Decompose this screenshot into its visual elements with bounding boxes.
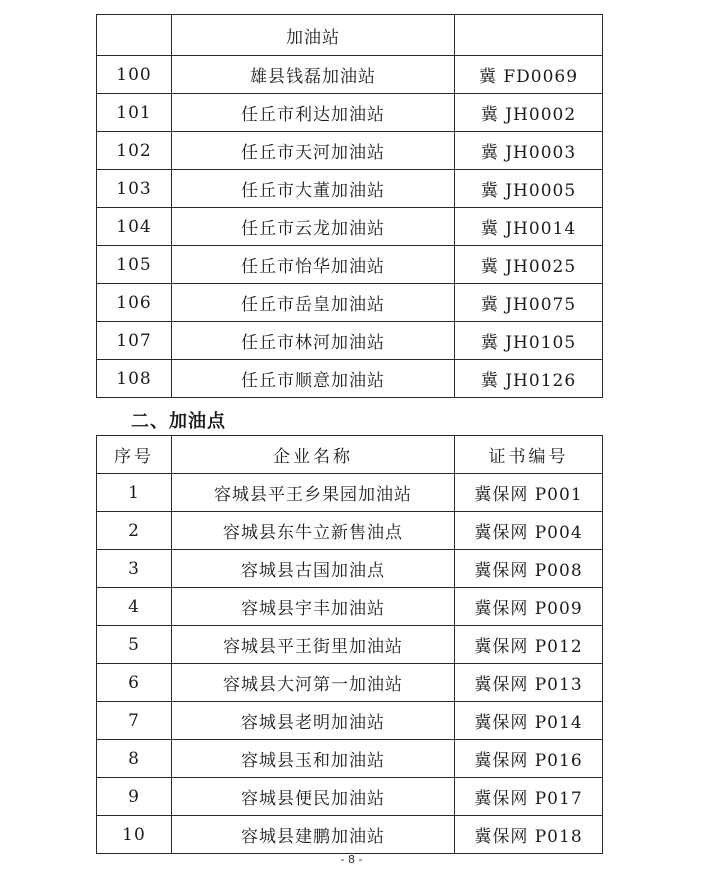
certificate-number: 冀保网 P004: [455, 512, 603, 550]
company-name: 容城县宇丰加油站: [172, 588, 455, 626]
table-row: [97, 702, 603, 740]
certificate-number: 冀保网 P018: [455, 816, 603, 854]
table-row: [97, 56, 603, 94]
row-number: 6: [97, 664, 172, 702]
table-row: [97, 474, 603, 512]
table-row: [97, 170, 603, 208]
table-header-row: [97, 436, 603, 474]
company-name: 容城县平王乡果园加油站: [172, 474, 455, 512]
table-row: [97, 588, 603, 626]
company-name: 任丘市林河加油站: [172, 322, 455, 360]
certificate-number: 冀 JH0105: [455, 322, 603, 360]
company-name: 容城县便民加油站: [172, 778, 455, 816]
company-name: 任丘市大董加油站: [172, 170, 455, 208]
table-row: [97, 322, 603, 360]
table-row: [97, 284, 603, 322]
table-row: [97, 208, 603, 246]
certificate-number: 冀保网 P012: [455, 626, 603, 664]
certificate-number: 冀保网 P013: [455, 664, 603, 702]
company-name: 任丘市利达加油站: [172, 94, 455, 132]
gas-station-table-continued: [96, 14, 603, 398]
row-number: 104: [97, 208, 172, 246]
company-name: 容城县玉和加油站: [172, 740, 455, 778]
certificate-number: 冀保网 P014: [455, 702, 603, 740]
row-number: 105: [97, 246, 172, 284]
table-row: [97, 550, 603, 588]
row-number: 4: [97, 588, 172, 626]
table-row: [97, 132, 603, 170]
row-number: 3: [97, 550, 172, 588]
company-name: 任丘市岳皇加油站: [172, 284, 455, 322]
company-name: 任丘市天河加油站: [172, 132, 455, 170]
table-row: [97, 664, 603, 702]
certificate-number: 冀保网 P001: [455, 474, 603, 512]
table-row: [97, 778, 603, 816]
company-name: 容城县老明加油站: [172, 702, 455, 740]
row-number: 108: [97, 360, 172, 398]
certificate-number: 冀 JH0002: [455, 94, 603, 132]
row-number: 101: [97, 94, 172, 132]
certificate-number: 冀 JH0126: [455, 360, 603, 398]
certificate-number: 冀保网 P016: [455, 740, 603, 778]
certificate-number: 冀 JH0005: [455, 170, 603, 208]
table-row: [97, 246, 603, 284]
company-name: 任丘市云龙加油站: [172, 208, 455, 246]
certificate-number: [455, 15, 603, 56]
header-company-name: 企业名称: [172, 436, 455, 474]
company-name: 任丘市怡华加油站: [172, 246, 455, 284]
section-heading: 二、加油点: [131, 411, 226, 432]
refueling-point-table: [96, 435, 603, 854]
row-number: 107: [97, 322, 172, 360]
certificate-number: 冀保网 P017: [455, 778, 603, 816]
company-name: 任丘市顺意加油站: [172, 360, 455, 398]
company-name: 容城县东牛立新售油点: [172, 512, 455, 550]
row-number: 9: [97, 778, 172, 816]
company-name: 容城县平王街里加油站: [172, 626, 455, 664]
certificate-number: 冀保网 P008: [455, 550, 603, 588]
row-number: 5: [97, 626, 172, 664]
row-number: 102: [97, 132, 172, 170]
certificate-number: 冀保网 P009: [455, 588, 603, 626]
certificate-number: 冀 JH0014: [455, 208, 603, 246]
company-name: 雄县钱磊加油站: [172, 56, 455, 94]
table-row: [97, 816, 603, 854]
company-name: 容城县建鹏加油站: [172, 816, 455, 854]
table-row: [97, 740, 603, 778]
row-number: [97, 15, 172, 56]
row-number: 7: [97, 702, 172, 740]
company-name: 容城县古国加油点: [172, 550, 455, 588]
company-name: 容城县大河第一加油站: [172, 664, 455, 702]
table-row: [97, 512, 603, 550]
row-number: 103: [97, 170, 172, 208]
certificate-number: 冀 JH0003: [455, 132, 603, 170]
page-number: - 8 -: [340, 853, 363, 866]
certificate-number: 冀 JH0075: [455, 284, 603, 322]
row-number: 1: [97, 474, 172, 512]
table-row: [97, 15, 603, 56]
table-row: [97, 94, 603, 132]
certificate-number: 冀 JH0025: [455, 246, 603, 284]
certificate-number: 冀 FD0069: [455, 56, 603, 94]
table-row: [97, 626, 603, 664]
row-number: 106: [97, 284, 172, 322]
row-number: 100: [97, 56, 172, 94]
header-serial-number: 序号: [97, 436, 172, 474]
row-number: 2: [97, 512, 172, 550]
row-number: 10: [97, 816, 172, 854]
row-number: 8: [97, 740, 172, 778]
company-name: 加油站: [172, 15, 455, 56]
header-certificate-number: 证书编号: [455, 436, 603, 474]
table-row: [97, 360, 603, 398]
